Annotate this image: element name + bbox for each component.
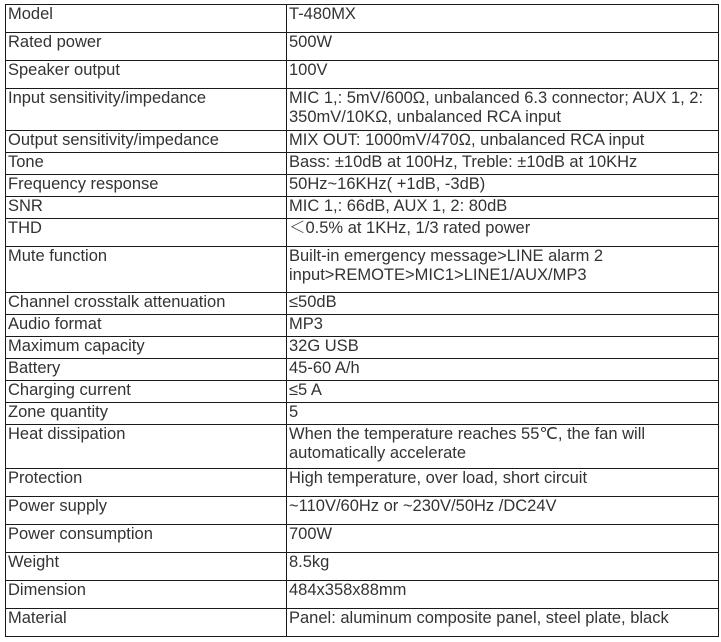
spec-value: When the temperature reaches 55℃, the fan will automatically accelerate (287, 425, 719, 469)
spec-label: SNR (6, 197, 287, 219)
spec-label: Speaker output (6, 61, 287, 89)
spec-label: Model (6, 5, 287, 33)
table-row (6, 425, 719, 469)
spec-label: Input sensitivity/impedance (6, 89, 287, 131)
spec-label: Frequency response (6, 175, 287, 197)
table-row (6, 609, 719, 637)
table-row (6, 581, 719, 609)
spec-value: 45-60 A/h (287, 359, 719, 381)
spec-label: Maximum capacity (6, 337, 287, 359)
spec-value: ~110V/60Hz or ~230V/50Hz /DC24V (287, 497, 719, 525)
spec-value: MIC 1,: 5mV/600Ω, unbalanced 6.3 connector; AUX 1, 2: 350mV/10KΩ, unbalanced RCA input (287, 89, 719, 131)
spec-label: Power supply (6, 497, 287, 525)
spec-label: Protection (6, 469, 287, 497)
table-row (6, 525, 719, 553)
spec-label: Zone quantity (6, 403, 287, 425)
table-row (6, 359, 719, 381)
spec-label: Rated power (6, 33, 287, 61)
table-row (6, 247, 719, 293)
spec-value: MP3 (287, 315, 719, 337)
table-row (6, 33, 719, 61)
spec-label: Charging current (6, 381, 287, 403)
table-row (6, 175, 719, 197)
table-row (6, 131, 719, 153)
table-row (6, 61, 719, 89)
table-row (6, 381, 719, 403)
spec-label: Heat dissipation (6, 425, 287, 469)
spec-value: 100V (287, 61, 719, 89)
spec-value: 8.5kg (287, 553, 719, 581)
table-row (6, 315, 719, 337)
table-row (6, 293, 719, 315)
table-row (6, 89, 719, 131)
spec-value: Built-in emergency message>LINE alarm 2 input>REMOTE>MIC1>LINE1/AUX/MP3 (287, 247, 719, 293)
table-row (6, 5, 719, 33)
table-row (6, 553, 719, 581)
spec-value: 700W (287, 525, 719, 553)
spec-value: 50Hz~16KHz( +1dB, -3dB) (287, 175, 719, 197)
spec-value: 484x358x88mm (287, 581, 719, 609)
spec-label: Weight (6, 553, 287, 581)
spec-value: Panel: aluminum composite panel, steel plate, black (287, 609, 719, 637)
spec-table (5, 4, 719, 637)
spec-label: Tone (6, 153, 287, 175)
spec-value: 32G USB (287, 337, 719, 359)
spec-value: Bass: ±10dB at 100Hz, Treble: ±10dB at 10KHz (287, 153, 719, 175)
spec-value: MIX OUT: 1000mV/470Ω, unbalanced RCA input (287, 131, 719, 153)
spec-value: ≤5 A (287, 381, 719, 403)
spec-label: Battery (6, 359, 287, 381)
table-row (6, 337, 719, 359)
spec-label: Mute function (6, 247, 287, 293)
spec-value: MIC 1,: 66dB, AUX 1, 2: 80dB (287, 197, 719, 219)
table-row (6, 403, 719, 425)
spec-value: ＜0.5% at 1KHz, 1/3 rated power (287, 219, 719, 247)
spec-label: Output sensitivity/impedance (6, 131, 287, 153)
spec-label: Power consumption (6, 525, 287, 553)
spec-label: Dimension (6, 581, 287, 609)
spec-value: High temperature, over load, short circuit (287, 469, 719, 497)
spec-label: Material (6, 609, 287, 637)
spec-value: ≤50dB (287, 293, 719, 315)
spec-value: T-480MX (287, 5, 719, 33)
table-row (6, 469, 719, 497)
table-row (6, 219, 719, 247)
spec-value: 500W (287, 33, 719, 61)
table-row (6, 497, 719, 525)
spec-label: THD (6, 219, 287, 247)
spec-table-body (6, 5, 719, 637)
spec-value: 5 (287, 403, 719, 425)
spec-label: Channel crosstalk attenuation (6, 293, 287, 315)
spec-label: Audio format (6, 315, 287, 337)
table-row (6, 197, 719, 219)
table-row (6, 153, 719, 175)
